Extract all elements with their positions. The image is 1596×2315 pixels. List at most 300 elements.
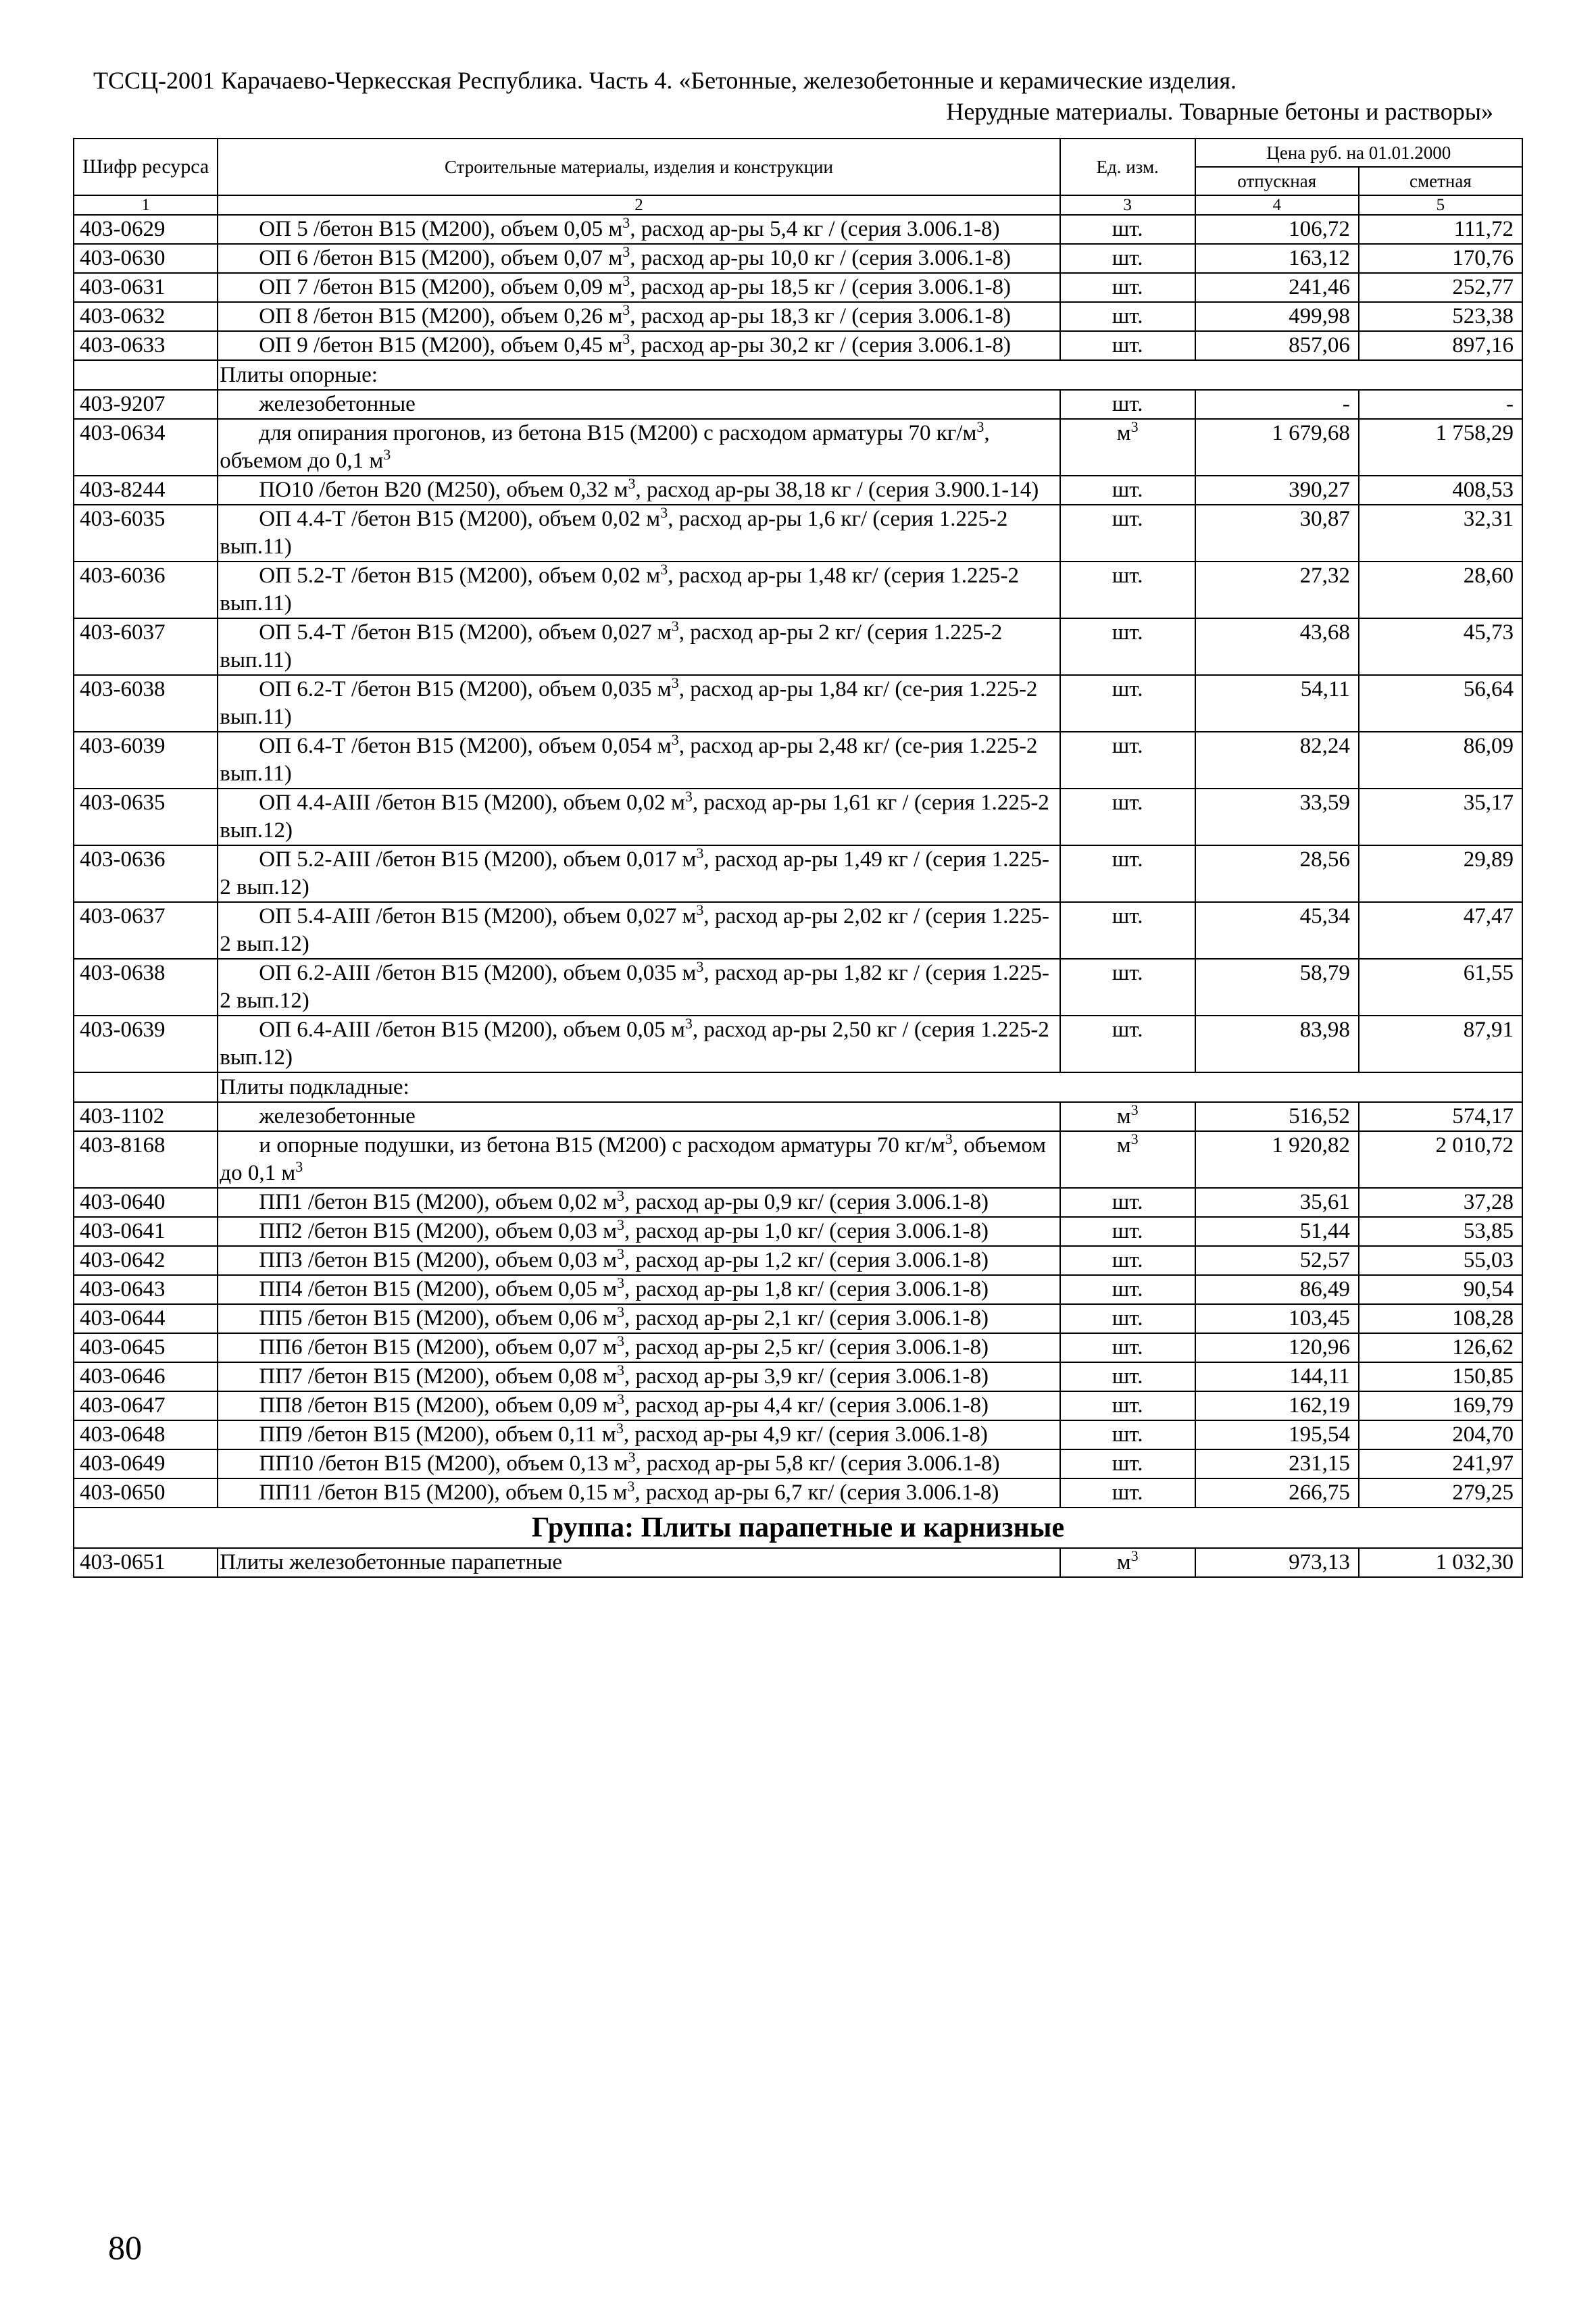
release-price: 857,06 bbox=[1195, 331, 1359, 360]
description-text bbox=[220, 1104, 416, 1128]
estimate-price: 204,70 bbox=[1359, 1420, 1522, 1449]
superscript: 3 bbox=[696, 958, 704, 975]
unit-text: шт. bbox=[1112, 1364, 1143, 1389]
resource-code: 403-0637 bbox=[74, 902, 218, 959]
description-text bbox=[220, 243, 1012, 270]
text-part: , расход ар-ры 4,4 кг/ (серия 3.006.1-8) bbox=[624, 1393, 989, 1418]
description-text bbox=[220, 1451, 999, 1476]
item-description bbox=[218, 618, 1059, 675]
superscript: 3 bbox=[660, 561, 668, 578]
item-description bbox=[218, 1217, 1059, 1246]
text-part: , расход ар-ры 5,4 кг / (серия 3.006.1-8) bbox=[630, 217, 1000, 241]
text-part: ОП 5.2-Т /бетон В15 (М200), объем 0,02 м bbox=[259, 564, 661, 588]
item-description bbox=[218, 273, 1059, 302]
description-text bbox=[220, 674, 1038, 729]
text-part: , расход ар-ры 1,2 кг/ (серия 3.006.1-8) bbox=[624, 1248, 989, 1272]
superscript: 3 bbox=[627, 1478, 635, 1495]
table-row bbox=[74, 1420, 1522, 1449]
header-line-2: Нерудные материалы. Товарные бетоны и растворы» bbox=[946, 98, 1493, 125]
release-price: 195,54 bbox=[1195, 1420, 1359, 1449]
item-description bbox=[218, 902, 1059, 959]
estimate-price: 32,31 bbox=[1359, 505, 1522, 562]
text-part: , объемом до 0,1 м bbox=[220, 421, 990, 473]
group-title: Группа: Плиты парапетные и карнизные bbox=[74, 1508, 1522, 1548]
unit bbox=[1060, 476, 1195, 505]
estimate-price: 2 010,72 bbox=[1359, 1131, 1522, 1188]
estimate-price: 90,54 bbox=[1359, 1275, 1522, 1304]
table-row bbox=[74, 1246, 1522, 1275]
text-part: , расход ар-ры 1,61 кг / (серия 1.225-2 вып.12) bbox=[220, 791, 1049, 843]
text-part: ПП4 /бетон В15 (М200), объем 0,05 м bbox=[259, 1277, 618, 1301]
text-part: ОП 5.4-АIII /бетон В15 (М200), объем 0,027 м bbox=[259, 904, 697, 928]
unit bbox=[1060, 1391, 1195, 1420]
text-part: , расход ар-ры 1,48 кг/ (серия 1.225-2 вып.11) bbox=[220, 564, 1019, 616]
estimate-price: 45,73 bbox=[1359, 618, 1522, 675]
section-title: Плиты опорные: bbox=[218, 360, 1522, 390]
text-part: ОП 4.4-Т /бетон В15 (М200), объем 0,02 м bbox=[259, 507, 661, 531]
text-part: ОП 5.2-АIII /бетон В15 (М200), объем 0,017 м bbox=[259, 847, 697, 872]
text-part: ОП 9 /бетон В15 (М200), объем 0,45 м bbox=[259, 333, 623, 357]
release-price: 54,11 bbox=[1195, 675, 1359, 732]
item-description bbox=[218, 1420, 1059, 1449]
description-text bbox=[220, 1015, 1049, 1070]
text-part: , расход ар-ры 1,82 кг / (серия 1.225-2 вып.12) bbox=[220, 961, 1049, 1013]
col-header-estimate: сметная bbox=[1359, 167, 1522, 195]
text-part: ПП11 /бетон В15 (М200), объем 0,15 м bbox=[259, 1480, 628, 1505]
resource-code: 403-0650 bbox=[74, 1478, 218, 1508]
item-description bbox=[218, 302, 1059, 331]
resource-code: 403-0632 bbox=[74, 302, 218, 331]
unit bbox=[1060, 1304, 1195, 1333]
release-price: 499,98 bbox=[1195, 302, 1359, 331]
text-part: железобетонные bbox=[259, 392, 416, 416]
text-part: , расход ар-ры 2,5 кг/ (серия 3.006.1-8) bbox=[624, 1335, 989, 1360]
text-part: ОП 5.4-Т /бетон В15 (М200), объем 0,027 м bbox=[259, 620, 672, 645]
table-row bbox=[74, 302, 1522, 331]
item-description bbox=[218, 331, 1059, 360]
unit-text: шт. bbox=[1112, 478, 1143, 502]
estimate-price: 87,91 bbox=[1359, 1016, 1522, 1072]
estimate-price: 170,76 bbox=[1359, 244, 1522, 273]
unit-text: шт. bbox=[1112, 333, 1143, 357]
release-price: 231,15 bbox=[1195, 1449, 1359, 1478]
superscript: 3 bbox=[616, 1420, 624, 1437]
resource-code: 403-0635 bbox=[74, 789, 218, 845]
item-description: Плиты железобетонные парапетные bbox=[218, 1548, 1059, 1577]
superscript: 3 bbox=[976, 418, 984, 435]
unit-text: шт. bbox=[1112, 217, 1143, 241]
text-part: , расход ар-ры 6,7 кг/ (серия 3.006.1-8) bbox=[634, 1480, 999, 1505]
release-price: 58,79 bbox=[1195, 959, 1359, 1016]
item-description bbox=[218, 1102, 1059, 1131]
unit bbox=[1060, 419, 1195, 476]
unit bbox=[1060, 732, 1195, 789]
estimate-price: 56,64 bbox=[1359, 675, 1522, 732]
item-description bbox=[218, 390, 1059, 419]
unit-text: шт. bbox=[1112, 1219, 1143, 1243]
unit bbox=[1060, 1246, 1195, 1275]
estimate-price: - bbox=[1359, 390, 1522, 419]
release-price: 82,24 bbox=[1195, 732, 1359, 789]
estimate-price: 574,17 bbox=[1359, 1102, 1522, 1131]
unit-text: шт. bbox=[1112, 1248, 1143, 1272]
text-part: , расход ар-ры 5,8 кг/ (серия 3.006.1-8) bbox=[635, 1451, 1000, 1476]
estimate-price: 1 758,29 bbox=[1359, 419, 1522, 476]
description-text bbox=[220, 1480, 999, 1505]
unit-text: шт. bbox=[1112, 304, 1143, 328]
resource-code: 403-0642 bbox=[74, 1246, 218, 1275]
unit bbox=[1060, 1188, 1195, 1217]
description-text bbox=[220, 901, 1049, 956]
item-description bbox=[218, 1333, 1059, 1362]
unit bbox=[1060, 1362, 1195, 1391]
resource-code: 403-0634 bbox=[74, 419, 218, 476]
resource-code: 403-8244 bbox=[74, 476, 218, 505]
resource-code: 403-0643 bbox=[74, 1275, 218, 1304]
description-text bbox=[220, 1274, 989, 1301]
description-text bbox=[220, 788, 1049, 843]
table-row bbox=[74, 959, 1522, 1016]
col-number: 3 bbox=[1060, 195, 1195, 215]
col-header-release: отпускная bbox=[1195, 167, 1359, 195]
superscript: 3 bbox=[671, 674, 679, 691]
text-part: , расход ар-ры 30,2 кг / (серия 3.006.1-8) bbox=[630, 333, 1012, 357]
table-row bbox=[74, 789, 1522, 845]
superscript: 3 bbox=[617, 1216, 625, 1233]
unit bbox=[1060, 331, 1195, 360]
estimate-price: 28,60 bbox=[1359, 562, 1522, 618]
resource-code: 403-0649 bbox=[74, 1449, 218, 1478]
superscript: 3 bbox=[622, 243, 630, 260]
estimate-price: 53,85 bbox=[1359, 1217, 1522, 1246]
release-price: 52,57 bbox=[1195, 1246, 1359, 1275]
resource-code: 403-6037 bbox=[74, 618, 218, 675]
unit bbox=[1060, 1449, 1195, 1478]
resource-code: 403-0646 bbox=[74, 1362, 218, 1391]
release-price: 390,27 bbox=[1195, 476, 1359, 505]
superscript: 3 bbox=[628, 475, 636, 492]
text-part: ПП1 /бетон В15 (М200), объем 0,02 м bbox=[259, 1190, 618, 1214]
unit bbox=[1060, 675, 1195, 732]
unit-text: шт. bbox=[1112, 392, 1143, 416]
item-description bbox=[218, 419, 1059, 476]
release-price: 106,72 bbox=[1195, 215, 1359, 244]
text-part: ПП10 /бетон В15 (М200), объем 0,13 м bbox=[259, 1451, 628, 1476]
superscript: 3 bbox=[295, 1158, 303, 1175]
unit-text: шт. bbox=[1112, 847, 1143, 872]
estimate-price: 55,03 bbox=[1359, 1246, 1522, 1275]
superscript: 3 bbox=[696, 901, 704, 918]
unit bbox=[1060, 1275, 1195, 1304]
unit-text: шт. bbox=[1112, 275, 1143, 299]
text-part: ОП 5 /бетон В15 (М200), объем 0,05 м bbox=[259, 217, 623, 241]
table-row bbox=[74, 732, 1522, 789]
description-text bbox=[220, 1364, 989, 1389]
resource-code: 403-0633 bbox=[74, 331, 218, 360]
text-part: ПП9 /бетон В15 (М200), объем 0,11 м bbox=[259, 1422, 616, 1447]
superscript: 3 bbox=[1130, 418, 1139, 435]
release-price: 973,13 bbox=[1195, 1548, 1359, 1577]
estimate-price: 108,28 bbox=[1359, 1304, 1522, 1333]
superscript: 3 bbox=[617, 1303, 625, 1320]
description-text bbox=[220, 475, 1039, 502]
resource-code: 403-6038 bbox=[74, 675, 218, 732]
unit-text: шт. bbox=[1112, 507, 1143, 531]
item-description bbox=[218, 562, 1059, 618]
release-price: 103,45 bbox=[1195, 1304, 1359, 1333]
unit-text: м bbox=[1116, 1133, 1131, 1158]
unit-text: шт. bbox=[1112, 620, 1143, 645]
estimate-price: 111,72 bbox=[1359, 215, 1522, 244]
description-text bbox=[220, 214, 1000, 241]
estimate-price: 523,38 bbox=[1359, 302, 1522, 331]
release-price: 43,68 bbox=[1195, 618, 1359, 675]
text-part: , расход ар-ры 2,1 кг/ (серия 3.006.1-8) bbox=[624, 1306, 989, 1330]
release-price: 266,75 bbox=[1195, 1478, 1359, 1508]
text-part: ПП7 /бетон В15 (М200), объем 0,08 м bbox=[259, 1364, 618, 1389]
description-text bbox=[220, 958, 1049, 1013]
unit-text: шт. bbox=[1112, 791, 1143, 815]
unit-text: шт. bbox=[1112, 677, 1143, 701]
resource-code: 403-0630 bbox=[74, 244, 218, 273]
release-price: 35,61 bbox=[1195, 1188, 1359, 1217]
unit bbox=[1060, 302, 1195, 331]
superscript: 3 bbox=[671, 618, 679, 634]
superscript: 3 bbox=[684, 788, 693, 805]
item-description bbox=[218, 476, 1059, 505]
estimate-price: 279,25 bbox=[1359, 1478, 1522, 1508]
item-description bbox=[218, 1391, 1059, 1420]
resource-code: 403-6036 bbox=[74, 562, 218, 618]
item-description bbox=[218, 244, 1059, 273]
item-description bbox=[218, 675, 1059, 732]
release-price: 163,12 bbox=[1195, 244, 1359, 273]
unit-text: шт. bbox=[1112, 1422, 1143, 1447]
text-part: , расход ар-ры 1,49 кг / (серия 1.225-2 вып.12) bbox=[220, 847, 1049, 899]
section-row bbox=[74, 1072, 1522, 1102]
unit bbox=[1060, 1420, 1195, 1449]
superscript: 3 bbox=[617, 1245, 625, 1262]
unit bbox=[1060, 1548, 1195, 1577]
table-row bbox=[74, 845, 1522, 902]
table-row bbox=[74, 1304, 1522, 1333]
table-row bbox=[74, 1217, 1522, 1246]
col-header-name: Строительные материалы, изделия и конструкции bbox=[218, 139, 1059, 195]
estimate-price: 169,79 bbox=[1359, 1391, 1522, 1420]
table-row bbox=[74, 1016, 1522, 1072]
text-part: для опирания прогонов, из бетона В15 (М200) с расходом арматуры 70 кг/м bbox=[259, 421, 977, 445]
release-price: 33,59 bbox=[1195, 789, 1359, 845]
unit bbox=[1060, 1016, 1195, 1072]
unit-text: шт. bbox=[1112, 1306, 1143, 1330]
unit bbox=[1060, 390, 1195, 419]
estimate-price: 150,85 bbox=[1359, 1362, 1522, 1391]
superscript: 3 bbox=[622, 272, 630, 289]
resource-code: 403-0638 bbox=[74, 959, 218, 1016]
unit bbox=[1060, 505, 1195, 562]
text-part: , расход ар-ры 0,9 кг/ (серия 3.006.1-8) bbox=[624, 1190, 989, 1214]
table-row bbox=[74, 215, 1522, 244]
unit bbox=[1060, 789, 1195, 845]
text-part: , расход ар-ры 2,50 кг / (серия 1.225-2 вып.12) bbox=[220, 1018, 1049, 1070]
release-price: 120,96 bbox=[1195, 1333, 1359, 1362]
table-row bbox=[74, 1391, 1522, 1420]
release-price: 51,44 bbox=[1195, 1217, 1359, 1246]
resource-code: 403-0640 bbox=[74, 1188, 218, 1217]
description-text bbox=[220, 1245, 989, 1272]
description-text bbox=[220, 504, 1008, 559]
superscript: 3 bbox=[622, 214, 630, 231]
description-text bbox=[220, 731, 1038, 786]
description-text bbox=[220, 392, 416, 416]
section-spacer bbox=[74, 360, 218, 390]
release-price: 162,19 bbox=[1195, 1391, 1359, 1420]
release-price: 86,49 bbox=[1195, 1275, 1359, 1304]
table-row bbox=[74, 1478, 1522, 1508]
col-number: 4 bbox=[1195, 195, 1359, 215]
unit bbox=[1060, 959, 1195, 1016]
table-row bbox=[74, 1333, 1522, 1362]
item-description bbox=[218, 215, 1059, 244]
estimate-price: 86,09 bbox=[1359, 732, 1522, 789]
table-row bbox=[74, 902, 1522, 959]
col-header-price: Цена руб. на 01.01.2000 bbox=[1195, 139, 1522, 167]
item-description bbox=[218, 1188, 1059, 1217]
col-header-code: Шифр ресурса bbox=[74, 139, 218, 195]
text-part: ПП8 /бетон В15 (М200), объем 0,09 м bbox=[259, 1393, 618, 1418]
resource-code: 403-0629 bbox=[74, 215, 218, 244]
text-part: железобетонные bbox=[259, 1104, 416, 1128]
unit bbox=[1060, 1217, 1195, 1246]
superscript: 3 bbox=[1130, 1101, 1139, 1118]
description-text bbox=[220, 1216, 989, 1243]
release-price: 45,34 bbox=[1195, 902, 1359, 959]
text-part: ОП 8 /бетон В15 (М200), объем 0,26 м bbox=[259, 304, 623, 328]
superscript: 3 bbox=[1130, 1547, 1139, 1564]
page-number: 80 bbox=[108, 2229, 142, 2266]
table-row bbox=[74, 390, 1522, 419]
text-part: , расход ар-ры 2,02 кг / (серия 1.225-2 вып.12) bbox=[220, 904, 1049, 956]
item-description bbox=[218, 1478, 1059, 1508]
resource-code: 403-8168 bbox=[74, 1131, 218, 1188]
description-text bbox=[220, 1422, 988, 1447]
item-description bbox=[218, 845, 1059, 902]
estimate-price: 241,97 bbox=[1359, 1449, 1522, 1478]
table-row bbox=[74, 1188, 1522, 1217]
superscript: 3 bbox=[671, 731, 679, 748]
item-description bbox=[218, 1304, 1059, 1333]
text-part: ОП 6.4-Т /бетон В15 (М200), объем 0,054 м bbox=[259, 734, 672, 758]
price-table bbox=[73, 138, 1523, 1578]
item-description bbox=[218, 959, 1059, 1016]
text-part: , расход ар-ры 1,6 кг/ (серия 1.225-2 вып.11) bbox=[220, 507, 1008, 559]
table-row bbox=[74, 244, 1522, 273]
unit bbox=[1060, 244, 1195, 273]
superscript: 3 bbox=[617, 1362, 625, 1378]
resource-code: 403-0639 bbox=[74, 1016, 218, 1072]
group-row bbox=[74, 1508, 1522, 1548]
unit bbox=[1060, 845, 1195, 902]
release-price: 27,32 bbox=[1195, 562, 1359, 618]
unit bbox=[1060, 215, 1195, 244]
table-row bbox=[74, 1102, 1522, 1131]
text-part: ПО10 /бетон В20 (М250), объем 0,32 м bbox=[259, 478, 628, 502]
estimate-price: 126,62 bbox=[1359, 1333, 1522, 1362]
superscript: 3 bbox=[617, 1187, 625, 1204]
description-text bbox=[220, 418, 990, 473]
resource-code: 403-0648 bbox=[74, 1420, 218, 1449]
table-row bbox=[74, 331, 1522, 360]
unit bbox=[1060, 1333, 1195, 1362]
text-part: , расход ар-ры 1,8 кг/ (серия 3.006.1-8) bbox=[624, 1277, 989, 1301]
table-row bbox=[74, 476, 1522, 505]
resource-code: 403-0641 bbox=[74, 1217, 218, 1246]
unit-text: шт. bbox=[1112, 564, 1143, 588]
text-part: , расход ар-ры 1,84 кг/ (се-рия 1.225-2 вып.11) bbox=[220, 677, 1038, 729]
text-part: и опорные подушки, из бетона В15 (М200) с расходом арматуры 70 кг/м bbox=[259, 1133, 945, 1158]
unit bbox=[1060, 273, 1195, 302]
description-text bbox=[220, 1335, 989, 1360]
item-description bbox=[218, 1016, 1059, 1072]
superscript: 3 bbox=[617, 1391, 625, 1408]
header-line-1: ТССЦ-2001 Карачаево-Черкесская Республика. Часть 4. «Бетонные, железобетонные и керамические изделия. bbox=[93, 67, 1237, 94]
table-row bbox=[74, 1362, 1522, 1391]
item-description bbox=[218, 1131, 1059, 1188]
unit bbox=[1060, 902, 1195, 959]
release-price: 30,87 bbox=[1195, 505, 1359, 562]
unit-text: шт. bbox=[1112, 904, 1143, 928]
unit-text: шт. bbox=[1112, 734, 1143, 758]
release-price: 83,98 bbox=[1195, 1016, 1359, 1072]
estimate-price: 897,16 bbox=[1359, 331, 1522, 360]
col-number: 5 bbox=[1359, 195, 1522, 215]
estimate-price: 252,77 bbox=[1359, 273, 1522, 302]
text-part: , расход ар-ры 4,9 кг/ (серия 3.006.1-8) bbox=[623, 1422, 988, 1447]
table-row bbox=[74, 273, 1522, 302]
col-number: 1 bbox=[74, 195, 218, 215]
resource-code: 403-1102 bbox=[74, 1102, 218, 1131]
unit-text: шт. bbox=[1112, 1190, 1143, 1214]
item-description bbox=[218, 732, 1059, 789]
resource-code: 403-0631 bbox=[74, 273, 218, 302]
superscript: 3 bbox=[945, 1130, 953, 1147]
resource-code: 403-0636 bbox=[74, 845, 218, 902]
table-row bbox=[74, 618, 1522, 675]
superscript: 3 bbox=[622, 301, 630, 318]
unit bbox=[1060, 1478, 1195, 1508]
text-part: ПП5 /бетон В15 (М200), объем 0,06 м bbox=[259, 1306, 618, 1330]
item-description bbox=[218, 1449, 1059, 1478]
unit bbox=[1060, 618, 1195, 675]
description-text bbox=[220, 1303, 989, 1330]
superscript: 3 bbox=[696, 845, 704, 862]
release-price: 144,11 bbox=[1195, 1362, 1359, 1391]
estimate-price: 47,47 bbox=[1359, 902, 1522, 959]
text-part: , расход ар-ры 1,0 кг/ (серия 3.006.1-8) bbox=[624, 1219, 989, 1243]
table-row bbox=[74, 1548, 1522, 1577]
superscript: 3 bbox=[660, 504, 668, 521]
unit-text: шт. bbox=[1112, 1451, 1143, 1476]
table-row bbox=[74, 1131, 1522, 1188]
text-part: , расход ар-ры 2,48 кг/ (се-рия 1.225-2 вып.11) bbox=[220, 734, 1038, 786]
description-text bbox=[220, 561, 1019, 616]
column-number-row bbox=[74, 195, 1522, 215]
text-part: ПП6 /бетон В15 (М200), объем 0,07 м bbox=[259, 1335, 618, 1360]
release-price: - bbox=[1195, 390, 1359, 419]
release-price: 241,46 bbox=[1195, 273, 1359, 302]
release-price: 28,56 bbox=[1195, 845, 1359, 902]
estimate-price: 1 032,30 bbox=[1359, 1548, 1522, 1577]
